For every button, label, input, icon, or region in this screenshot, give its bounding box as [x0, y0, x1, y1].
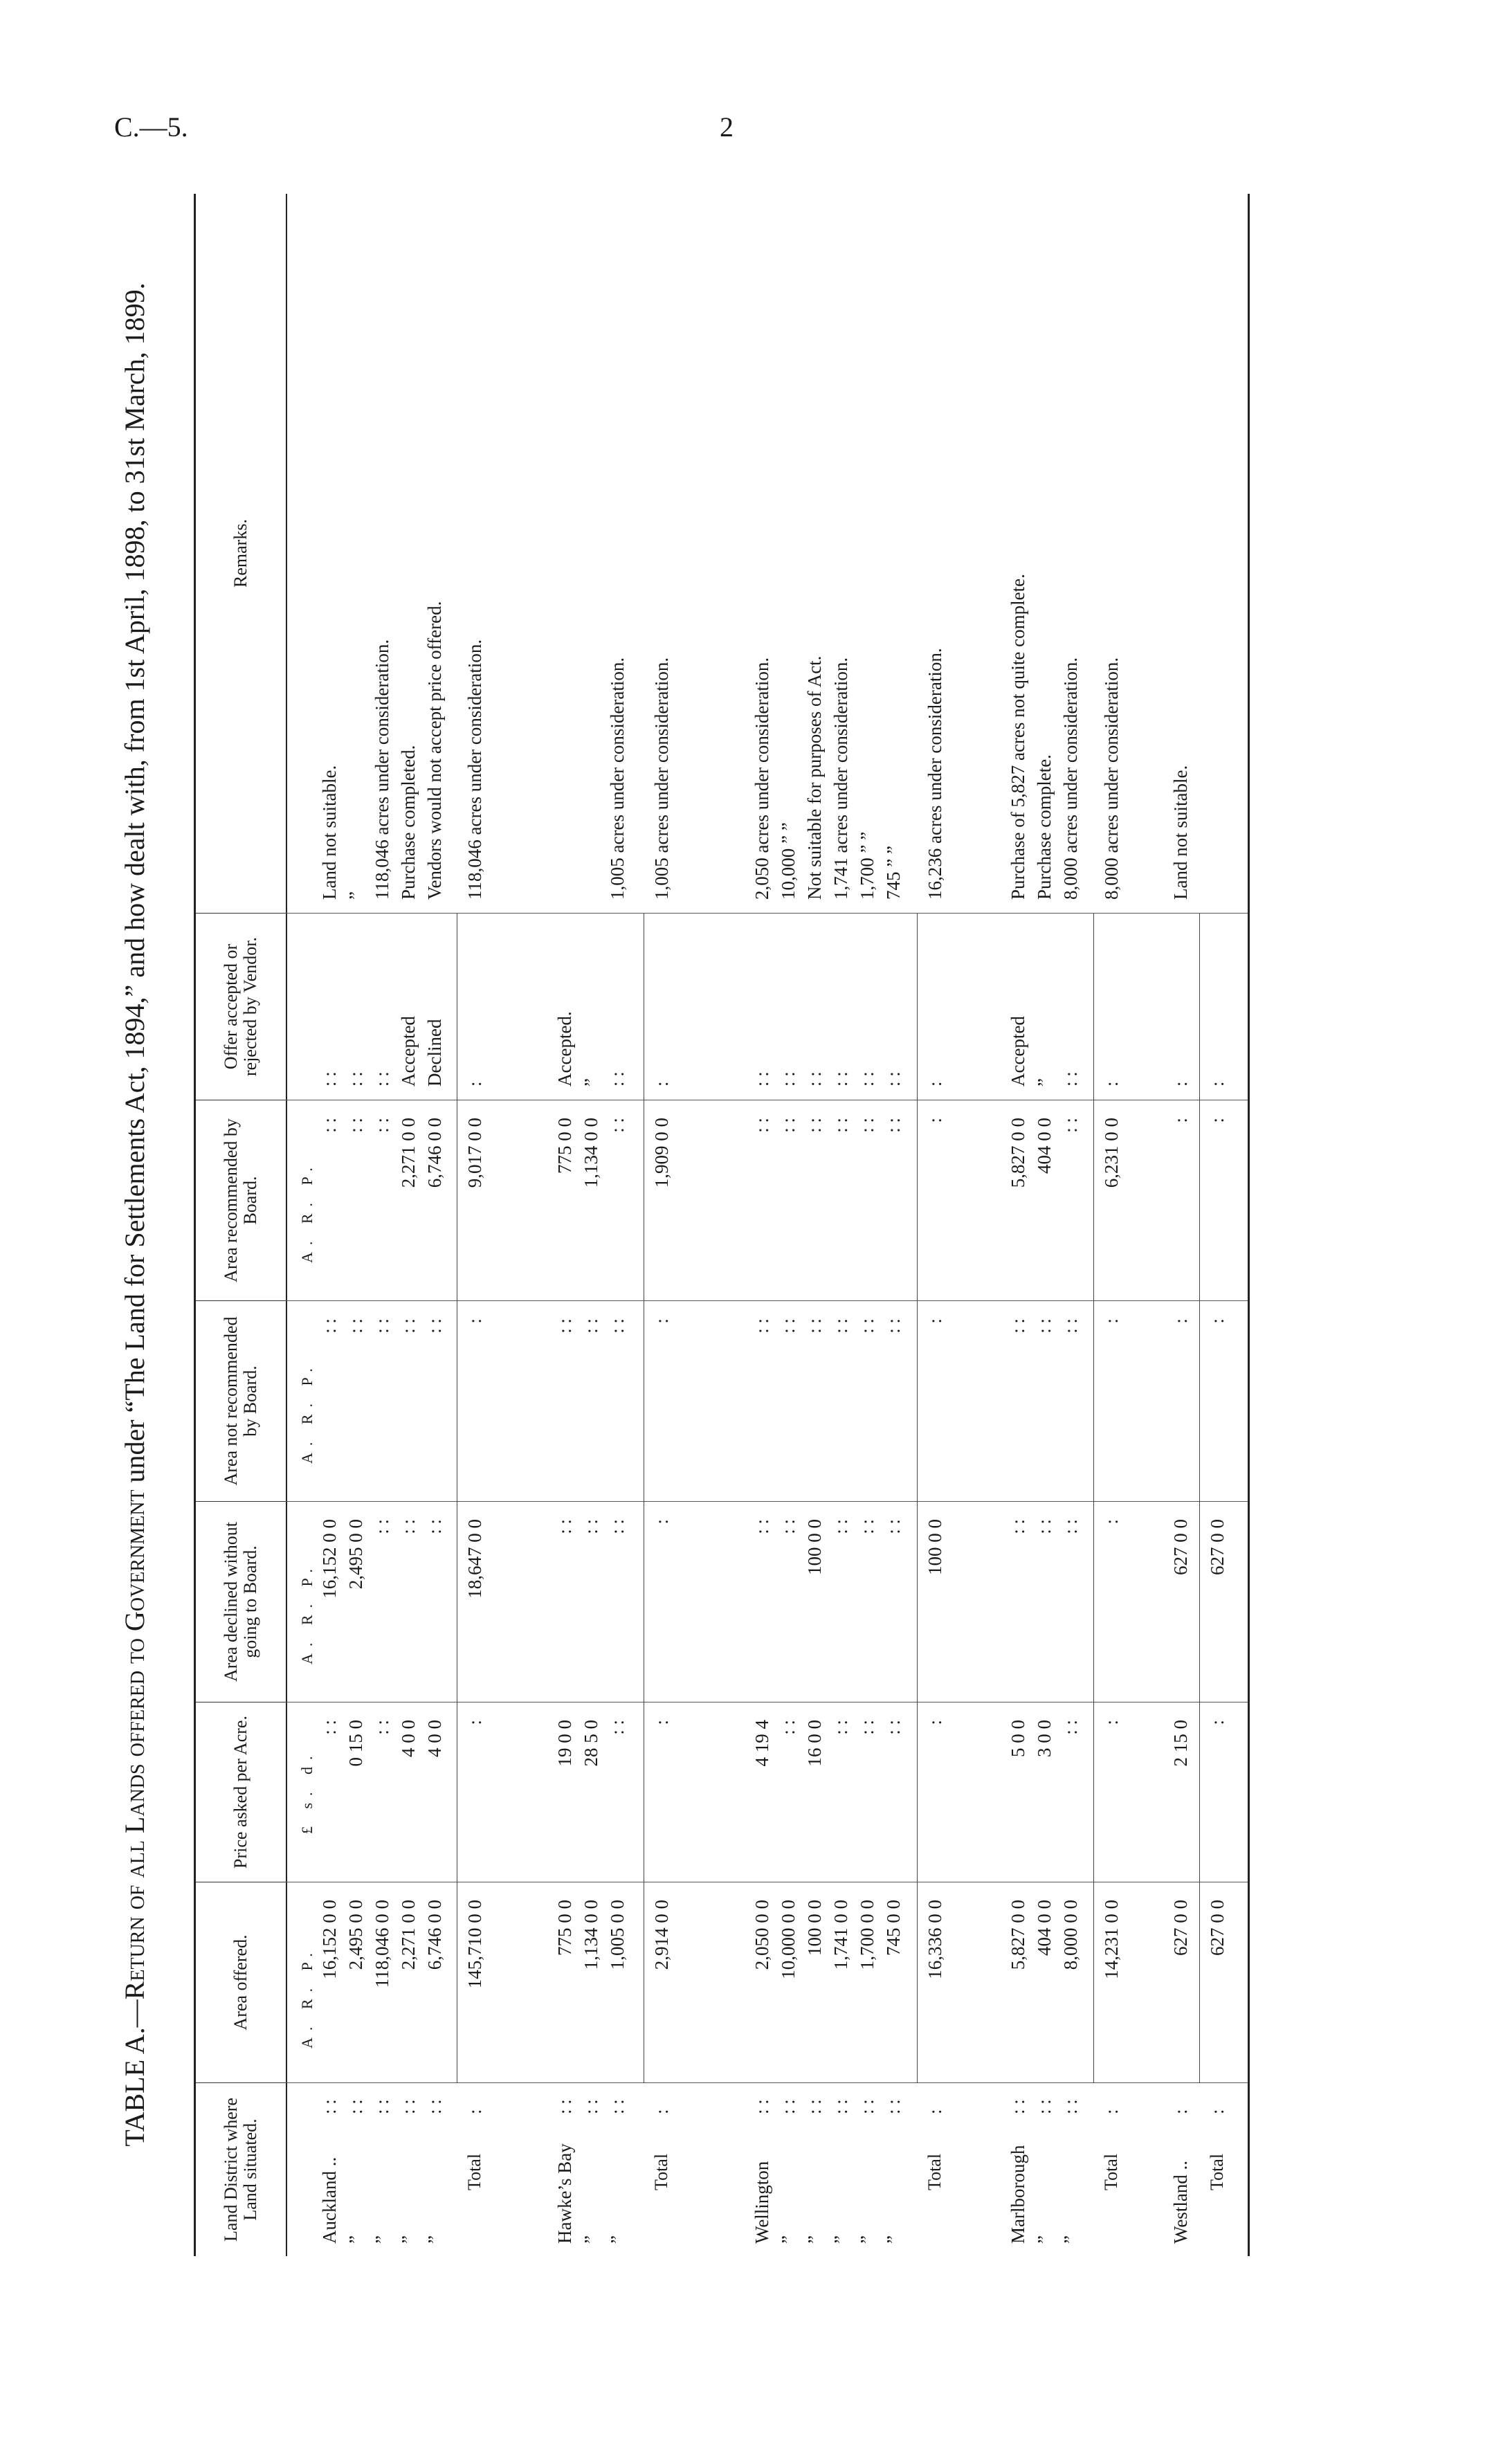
table-row: [552, 194, 577, 2256]
cell-dots: : :: [372, 2099, 392, 2114]
cell-district: ”: [424, 2235, 445, 2244]
cell-remarks: Vendors would not accept price offered.: [424, 601, 445, 900]
cell-remarks: 10,000 ” ”: [778, 822, 799, 900]
cell-declined: 2,495 0 0: [345, 1519, 366, 1590]
cell-notrec: :: [1170, 1318, 1191, 1324]
cell-remarks: 2,050 acres under consideration.: [752, 657, 772, 900]
cell-district: ”: [883, 2235, 904, 2244]
cell-dots: :: [464, 2109, 485, 2114]
cell-dots: :: [1170, 2109, 1191, 2114]
cell-district: Total: [1207, 2153, 1227, 2190]
cell-rec: : :: [607, 1118, 628, 1133]
table-row: [579, 194, 603, 2256]
cell-price: : :: [830, 1720, 851, 1735]
cell-price: :: [1207, 1720, 1228, 1725]
cell-remarks: Purchase of 5,827 acres not quite complete.: [1008, 574, 1028, 900]
cell-rec: : :: [345, 1118, 366, 1133]
cell-price: :: [924, 1720, 945, 1725]
cell-rec: : :: [857, 1118, 877, 1133]
cell-rec: : :: [372, 1118, 392, 1133]
cell-price: :: [1101, 1720, 1122, 1725]
cell-notrec: : :: [883, 1318, 904, 1334]
table-total-row: [462, 194, 487, 2256]
cell-dots: :: [924, 2109, 945, 2114]
cell-remarks: Purchase complete.: [1034, 754, 1055, 900]
rotated-table-frame: [118, 152, 1259, 2277]
unit-lsd: £ s. d.: [298, 1749, 316, 1834]
cell-offered: 16,336 0 0: [924, 1900, 945, 1979]
cell-dots: : :: [752, 2099, 772, 2114]
header-price: Price asked per Acre.: [196, 1702, 286, 1882]
cell-declined: : :: [581, 1519, 601, 1534]
cell-price: 4 0 0: [398, 1720, 419, 1757]
cell-notrec: :: [1101, 1318, 1122, 1324]
cell-rec: : :: [804, 1118, 825, 1133]
total-rule: [1199, 914, 1200, 2083]
cell-district: Total: [1101, 2153, 1121, 2190]
cell-notrec: : :: [424, 1318, 445, 1334]
cell-price: :: [464, 1720, 485, 1725]
header-row: [196, 194, 287, 2256]
table-row: [605, 194, 630, 2256]
cell-dots: :: [1101, 2109, 1122, 2114]
cell-offer: Accepted: [1008, 1016, 1028, 1087]
cell-price: 4 0 0: [424, 1720, 445, 1757]
cell-rec: 6,231 0 0: [1101, 1118, 1122, 1188]
cell-notrec: : :: [554, 1318, 575, 1334]
table-row: [1168, 194, 1193, 2256]
table-row: [396, 194, 421, 2256]
cell-declined: :: [1101, 1519, 1122, 1525]
cell-notrec: :: [1207, 1318, 1228, 1324]
table-row: [343, 194, 368, 2256]
cell-remarks: 16,236 acres under consideration.: [924, 648, 945, 900]
cell-district: ”: [778, 2235, 799, 2244]
cell-offered: 100 0 0: [804, 1900, 825, 1956]
cell-offer: Accepted: [398, 1016, 419, 1087]
cell-remarks: Land not suitable.: [1170, 765, 1191, 900]
cell-declined: : :: [778, 1519, 799, 1534]
cell-rec: 1,909 0 0: [651, 1118, 672, 1188]
cell-offered: 404 0 0: [1034, 1900, 1055, 1956]
cell-remarks: 8,000 acres under consideration.: [1060, 657, 1081, 900]
header-area-offered: Area offered.: [196, 1882, 286, 2083]
cell-offered: 775 0 0: [554, 1900, 575, 1956]
cell-remarks: 1,700 ” ”: [857, 831, 877, 900]
table-row: [1005, 194, 1030, 2256]
table-total-row: [922, 194, 947, 2256]
cell-offer: : :: [857, 1071, 877, 1087]
cell-offer: : :: [1060, 1071, 1081, 1087]
table-total-row: [1205, 194, 1230, 2256]
cell-offer: :: [1101, 1081, 1122, 1087]
cell-remarks: Not suitable for purposes of Act.: [804, 655, 825, 900]
cell-declined: : :: [1008, 1519, 1028, 1534]
cell-remarks: Land not suitable.: [319, 765, 340, 900]
table-row: [317, 194, 342, 2256]
table-row: [1032, 194, 1057, 2256]
cell-district: Hawke’s Bay: [554, 2143, 575, 2244]
cell-remarks: 745 ” ”: [883, 846, 904, 900]
cell-price: 2 15 0: [1170, 1720, 1191, 1767]
cell-district: Wellington: [752, 2161, 772, 2244]
unit-arp-offered: A. R. P.: [298, 1946, 316, 2049]
cell-dots: : :: [778, 2099, 799, 2114]
title-rest: under “The Land for Settlements Act, 1894,” and how dealt with, from 1st April, 1898, to 31st March, 1899.: [119, 282, 150, 1490]
cell-dots: : :: [883, 2099, 904, 2114]
cell-dots: :: [1207, 2109, 1228, 2114]
cell-price: :: [651, 1720, 672, 1725]
cell-district: ”: [607, 2235, 628, 2244]
cell-offered: 145,710 0 0: [464, 1900, 485, 1989]
cell-declined: : :: [1060, 1519, 1081, 1534]
cell-price: 28 5 0: [581, 1720, 601, 1767]
cell-offered: 10,000 0 0: [778, 1900, 799, 1979]
cell-remarks: Purchase completed.: [398, 745, 419, 900]
cell-offered: 1,741 0 0: [830, 1900, 851, 1970]
header-not-recommended: Area not recommended by Board.: [196, 1301, 286, 1502]
cell-price: : :: [857, 1720, 877, 1735]
cell-declined: : :: [1034, 1519, 1055, 1534]
cell-notrec: : :: [752, 1318, 772, 1334]
cell-declined: : :: [830, 1519, 851, 1534]
cell-district: ”: [345, 2235, 366, 2244]
cell-notrec: : :: [830, 1318, 851, 1334]
cell-price: 19 0 0: [554, 1720, 575, 1767]
cell-district: ”: [857, 2235, 877, 2244]
cell-declined: 100 0 0: [804, 1519, 825, 1575]
cell-price: 0 15 0: [345, 1720, 366, 1767]
cell-remarks: 8,000 acres under consideration.: [1101, 657, 1122, 900]
cell-dots: : :: [319, 2099, 340, 2114]
cell-district: ”: [398, 2235, 419, 2244]
header-offer: Offer accepted or rejected by Vendor.: [196, 914, 286, 1100]
cell-district: Total: [924, 2153, 945, 2190]
cell-dots: :: [651, 2109, 672, 2114]
cell-price: 3 0 0: [1034, 1720, 1055, 1757]
cell-rec: :: [1207, 1118, 1228, 1123]
cell-declined: :: [651, 1519, 672, 1525]
cell-offered: 14,231 0 0: [1101, 1900, 1122, 1979]
cell-rec: : :: [778, 1118, 799, 1133]
cell-offered: 627 0 0: [1207, 1900, 1228, 1956]
cell-offer: : :: [830, 1071, 851, 1087]
cell-dots: : :: [1034, 2099, 1055, 2114]
cell-offered: 5,827 0 0: [1008, 1900, 1028, 1970]
cell-offered: 1,134 0 0: [581, 1900, 601, 1970]
cell-price: : :: [372, 1720, 392, 1735]
cell-rec: 404 0 0: [1034, 1118, 1055, 1174]
cell-offer: :: [1170, 1081, 1191, 1087]
cell-dots: : :: [581, 2099, 601, 2114]
cell-notrec: : :: [398, 1318, 419, 1334]
cell-dots: : :: [830, 2099, 851, 2114]
title-small-caps: Return of all Lands offered to Government: [119, 1489, 150, 2000]
cell-offered: 2,050 0 0: [752, 1900, 772, 1970]
cell-district: ”: [1060, 2235, 1081, 2244]
cell-offer: ”: [581, 1078, 601, 1087]
page-reference: C.—5.: [114, 111, 188, 143]
cell-declined: : :: [424, 1519, 445, 1534]
cell-price: : :: [1060, 1720, 1081, 1735]
cell-dots: : :: [1008, 2099, 1028, 2114]
cell-declined: 100 0 0: [924, 1519, 945, 1575]
cell-notrec: : :: [778, 1318, 799, 1334]
table-total-row: [649, 194, 674, 2256]
cell-notrec: : :: [607, 1318, 628, 1334]
cell-declined: : :: [554, 1519, 575, 1534]
cell-notrec: : :: [1008, 1318, 1028, 1334]
cell-price: 16 0 0: [804, 1720, 825, 1767]
header-declined: Area declined without going to Board.: [196, 1502, 286, 1702]
cell-remarks: ”: [345, 891, 366, 900]
cell-offer: ”: [1034, 1078, 1055, 1087]
cell-remarks: 1,005 acres under consideration.: [607, 657, 628, 900]
cell-notrec: : :: [372, 1318, 392, 1334]
cell-district: Westland ..: [1170, 2160, 1191, 2244]
cell-offered: 745 0 0: [883, 1900, 904, 1956]
cell-price: : :: [778, 1720, 799, 1735]
cell-district: Marlborough: [1008, 2145, 1028, 2244]
cell-rec: 1,134 0 0: [581, 1118, 601, 1188]
cell-rec: : :: [830, 1118, 851, 1133]
cell-rec: 775 0 0: [554, 1118, 575, 1174]
cell-offered: 2,914 0 0: [651, 1900, 672, 1970]
cell-declined: 18,647 0 0: [464, 1519, 485, 1599]
header-recommended: Area recommended by Board.: [196, 1100, 286, 1301]
cell-notrec: :: [924, 1318, 945, 1324]
cell-rec: 2,271 0 0: [398, 1118, 419, 1188]
header-remarks: Remarks.: [196, 194, 286, 914]
cell-district: Total: [651, 2153, 671, 2190]
cell-offered: 6,746 0 0: [424, 1900, 445, 1970]
cell-offered: 1,700 0 0: [857, 1900, 877, 1970]
cell-rec: :: [924, 1118, 945, 1123]
cell-offer: : :: [372, 1071, 392, 1087]
cell-declined: : :: [752, 1519, 772, 1534]
cell-notrec: :: [464, 1318, 485, 1324]
cell-offer: : :: [752, 1071, 772, 1087]
cell-notrec: : :: [804, 1318, 825, 1334]
table-row: [802, 194, 827, 2256]
cell-remarks: 118,046 acres under consideration.: [372, 639, 392, 900]
cell-remarks: 118,046 acres under consideration.: [464, 639, 485, 900]
unit-arp-not-recommended: A. R. P.: [298, 1361, 316, 1464]
unit-arp-recommended: A. R. P.: [298, 1161, 316, 1263]
cell-notrec: : :: [581, 1318, 601, 1334]
table-row: [1058, 194, 1083, 2256]
title-prefix: TABLE A.—: [119, 1999, 150, 2147]
cell-declined: : :: [372, 1519, 392, 1534]
cell-dots: : :: [804, 2099, 825, 2114]
cell-district: Total: [464, 2153, 484, 2190]
cell-district: ”: [581, 2235, 601, 2244]
cell-rec: 9,017 0 0: [464, 1118, 485, 1188]
cell-price: 5 0 0: [1008, 1720, 1028, 1757]
cell-dots: : :: [554, 2099, 575, 2114]
cell-price: : :: [319, 1720, 340, 1735]
cell-rec: :: [1170, 1118, 1191, 1123]
cell-offer: :: [924, 1081, 945, 1087]
cell-rec: 5,827 0 0: [1008, 1118, 1028, 1188]
cell-price: : :: [883, 1720, 904, 1735]
total-rule: [917, 914, 918, 2083]
cell-offer: Declined: [424, 1019, 445, 1087]
cell-dots: : :: [398, 2099, 419, 2114]
cell-notrec: : :: [345, 1318, 366, 1334]
cell-offer: :: [464, 1081, 485, 1087]
cell-declined: : :: [398, 1519, 419, 1534]
table-row: [881, 194, 906, 2256]
unit-arp-declined: A. R. P.: [298, 1562, 316, 1664]
table-row: [422, 194, 447, 2256]
table-row: [855, 194, 880, 2256]
cell-rec: : :: [1060, 1118, 1081, 1133]
cell-notrec: : :: [1060, 1318, 1081, 1334]
cell-dots: : :: [345, 2099, 366, 2114]
cell-declined: : :: [607, 1519, 628, 1534]
cell-remarks: 1,741 acres under consideration.: [830, 657, 851, 900]
cell-dots: : :: [424, 2099, 445, 2114]
cell-offer: : :: [804, 1071, 825, 1087]
cell-dots: : :: [607, 2099, 628, 2114]
cell-offer: Accepted.: [554, 1011, 575, 1087]
cell-offer: : :: [883, 1071, 904, 1087]
cell-rec: : :: [752, 1118, 772, 1133]
cell-offered: 16,152 0 0: [319, 1900, 340, 1979]
cell-offer: : :: [778, 1071, 799, 1087]
cell-offer: : :: [345, 1071, 366, 1087]
cell-rec: : :: [319, 1118, 340, 1133]
header-district: Land District where Land situated.: [221, 2098, 260, 2242]
cell-notrec: : :: [857, 1318, 877, 1334]
cell-offered: 2,495 0 0: [345, 1900, 366, 1970]
cell-district: ”: [830, 2235, 851, 2244]
cell-dots: : :: [857, 2099, 877, 2114]
table-total-row: [1099, 194, 1124, 2256]
cell-declined: 16,152 0 0: [319, 1519, 340, 1599]
cell-offered: 8,000 0 0: [1060, 1900, 1081, 1970]
cell-dots: : :: [1060, 2099, 1081, 2114]
cell-offer: : :: [607, 1071, 628, 1087]
cell-notrec: : :: [1034, 1318, 1055, 1334]
cell-rec: : :: [883, 1118, 904, 1133]
cell-price: : :: [607, 1720, 628, 1735]
total-rule: [1093, 914, 1094, 2083]
cell-price: 4 19 4: [752, 1720, 772, 1767]
cell-remarks: 1,005 acres under consideration.: [651, 657, 672, 900]
cell-offered: 2,271 0 0: [398, 1900, 419, 1970]
cell-district: ”: [804, 2235, 825, 2244]
cell-notrec: : :: [319, 1318, 340, 1334]
cell-declined: : :: [883, 1519, 904, 1534]
returns-table: [194, 194, 1250, 2256]
table-title: [118, 152, 152, 2277]
cell-declined: 627 0 0: [1170, 1519, 1191, 1575]
cell-offered: 1,005 0 0: [607, 1900, 628, 1970]
cell-rec: 6,746 0 0: [424, 1118, 445, 1188]
cell-offer: :: [1207, 1081, 1228, 1087]
cell-offer: : :: [319, 1071, 340, 1087]
cell-offered: 627 0 0: [1170, 1900, 1191, 1956]
table-row: [828, 194, 853, 2256]
cell-district: ”: [372, 2235, 392, 2244]
cell-district: ”: [1034, 2235, 1055, 2244]
cell-offered: 118,046 0 0: [372, 1900, 392, 1988]
cell-notrec: :: [651, 1318, 672, 1324]
cell-district: Auckland ..: [319, 2156, 340, 2244]
page-number: 2: [720, 111, 734, 143]
cell-declined: 627 0 0: [1207, 1519, 1228, 1575]
table-row: [370, 194, 394, 2256]
cell-offer: :: [651, 1081, 672, 1087]
table-row: [776, 194, 801, 2256]
table-row: [749, 194, 774, 2256]
cell-declined: : :: [857, 1519, 877, 1534]
